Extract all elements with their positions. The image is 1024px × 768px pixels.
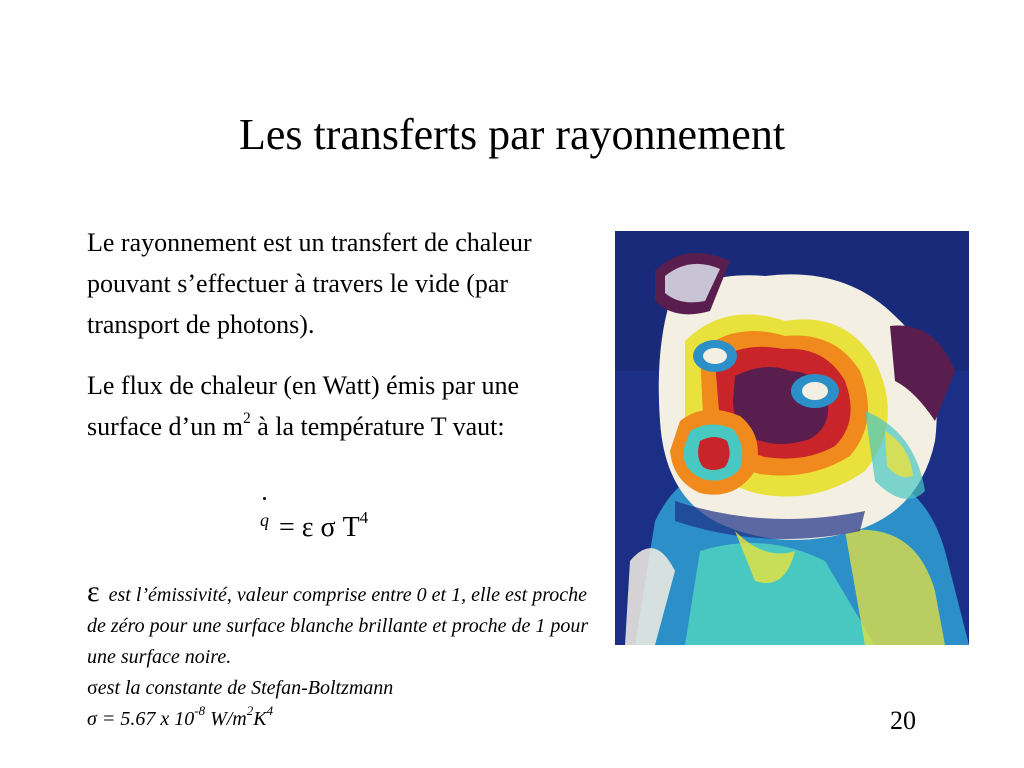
paragraph-flux-text-a: Le flux de chaleur (en Watt) émis par une surface d’un m bbox=[87, 371, 520, 441]
sigma-value-exp3: 4 bbox=[266, 703, 274, 719]
sigma-symbol: σ bbox=[87, 677, 98, 699]
sigma-value-a: = 5.67 x 10 bbox=[96, 708, 195, 730]
paragraph-radiation: Le rayonnement est un transfert de chaleur pouvant s’effectuer à travers le vide (par transport de photons). bbox=[87, 228, 532, 339]
q-dot-symbol: q bbox=[260, 500, 269, 540]
sigma-value-c: K bbox=[253, 708, 267, 730]
notes-block bbox=[87, 576, 597, 735]
paragraph-flux bbox=[87, 365, 597, 447]
sigma-value-b: W/m bbox=[205, 708, 247, 730]
superscript-2: 2 bbox=[242, 410, 251, 428]
formula-rhs: = ε σ T bbox=[279, 512, 360, 543]
sigma-value-exp2: 2 bbox=[246, 703, 254, 719]
sigma-note: est la constante de Stefan-Boltzmann bbox=[97, 677, 394, 699]
epsilon-symbol: ε bbox=[87, 575, 100, 608]
slide-title: Les transferts par rayonnement bbox=[238, 110, 786, 159]
formula-exponent: 4 bbox=[359, 508, 369, 528]
paragraph-flux-text-b: à la température T vaut: bbox=[250, 412, 505, 441]
emissivity-note: est l’émissivité, valeur comprise entre 0 et 1, elle est proche de zéro pour une surface blanche brillante et proche de 1 pour une surface noire. bbox=[87, 584, 589, 668]
sigma-value-exp: -8 bbox=[194, 703, 206, 719]
stefan-boltzmann-formula bbox=[260, 508, 368, 550]
thermal-dog-image bbox=[615, 231, 969, 645]
page-number: 20 bbox=[890, 706, 916, 735]
sigma-symbol-value: σ bbox=[87, 708, 97, 730]
